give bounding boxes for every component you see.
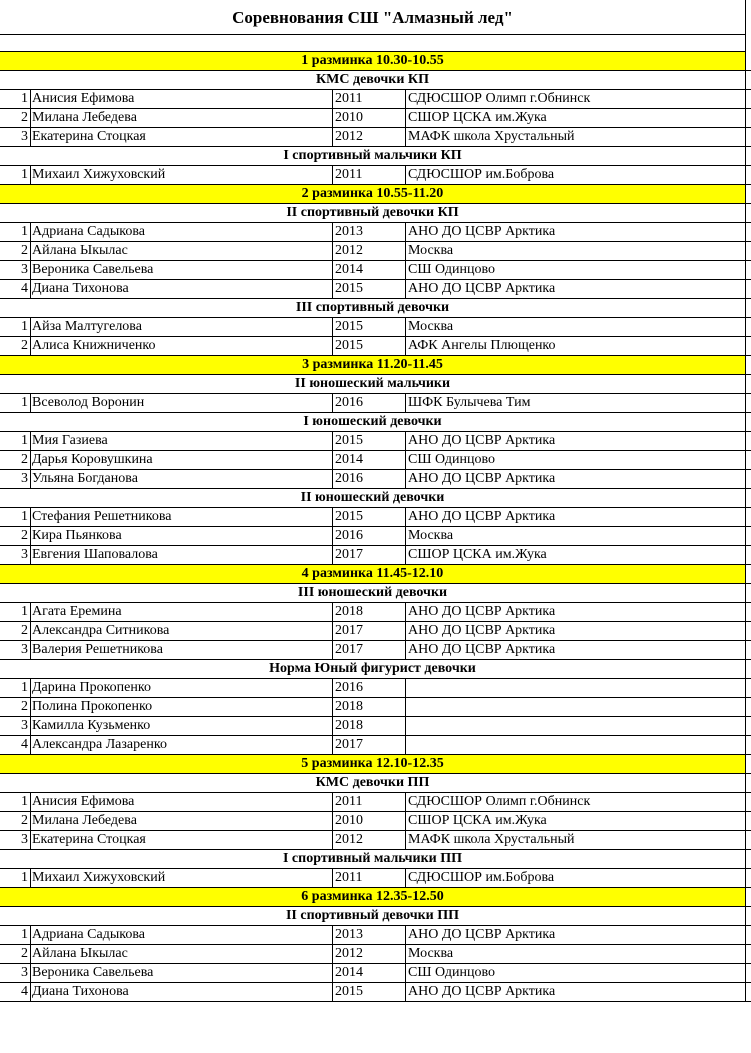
right-border-tick <box>746 1001 751 1002</box>
start-number-cell: 4 <box>0 736 31 754</box>
club-cell: АФК Ангелы Плющенко <box>408 338 556 353</box>
right-border-tick <box>746 355 751 356</box>
category-header-row: II юношеский девочки <box>0 489 745 508</box>
birth-year-cell: 2013 <box>333 223 406 241</box>
athlete-name-cell: Михаил Хижуховский <box>31 166 333 184</box>
right-border-tick <box>746 640 751 641</box>
birth-year-cell: 2015 <box>333 337 406 355</box>
start-number-cell: 4 <box>0 983 31 1001</box>
club-cell: СШОР ЦСКА им.Жука <box>408 813 547 828</box>
start-number-cell: 1 <box>0 603 31 621</box>
athlete-name-cell: Александра Лазаренко <box>31 736 333 754</box>
right-border-tick <box>746 146 751 147</box>
category-header-row: II спортивный девочки КП <box>0 204 745 223</box>
athlete-row <box>0 793 745 812</box>
athlete-name-cell: Михаил Хижуховский <box>31 869 333 887</box>
athlete-row <box>0 451 745 470</box>
club-cell <box>406 717 745 735</box>
start-number-cell: 2 <box>0 622 31 640</box>
start-number-cell: 1 <box>0 432 31 450</box>
athlete-name-cell: Агата Еремина <box>31 603 333 621</box>
right-border-tick <box>746 887 751 888</box>
right-border-tick <box>746 735 751 736</box>
athlete-name-cell: Всеволод Воронин <box>31 394 333 412</box>
athlete-name-cell: Диана Тихонова <box>31 280 333 298</box>
athlete-row <box>0 527 745 546</box>
athlete-row <box>0 394 745 413</box>
birth-year-cell: 2011 <box>333 90 406 108</box>
start-number-cell: 3 <box>0 128 31 146</box>
right-border-tick <box>746 716 751 717</box>
category-header-row: I спортивный мальчики ПП <box>0 850 745 869</box>
birth-year-cell: 2013 <box>333 926 406 944</box>
athlete-name-cell: Алиса Книжниченко <box>31 337 333 355</box>
athlete-row <box>0 926 745 945</box>
right-border-tick <box>746 754 751 755</box>
start-number-cell: 2 <box>0 698 31 716</box>
birth-year-cell: 2014 <box>333 261 406 279</box>
blank-spacer-row <box>0 35 745 52</box>
club-cell: СШ Одинцово <box>408 452 496 467</box>
right-border-tick <box>746 374 751 375</box>
athlete-row <box>0 812 745 831</box>
athlete-name-cell: Дарина Прокопенко <box>31 679 333 697</box>
athlete-name-cell: Камилла Кузьменко <box>31 717 333 735</box>
right-border-tick <box>746 241 751 242</box>
birth-year-cell: 2016 <box>333 679 406 697</box>
right-border-tick <box>746 868 751 869</box>
athlete-row <box>0 242 745 261</box>
start-number-cell: 2 <box>0 527 31 545</box>
right-border-tick <box>746 260 751 261</box>
birth-year-cell: 2012 <box>333 945 406 963</box>
athlete-name-cell: Вероника Савельева <box>31 964 333 982</box>
right-border-tick <box>746 792 751 793</box>
start-number-cell: 2 <box>0 337 31 355</box>
athlete-name-cell: Дарья Коровушкина <box>31 451 333 469</box>
athlete-row <box>0 546 745 565</box>
athlete-name-cell: Екатерина Стоцкая <box>31 831 333 849</box>
athlete-row <box>0 698 745 717</box>
athlete-name-cell: Вероника Савельева <box>31 261 333 279</box>
athlete-name-cell: Полина Прокопенко <box>31 698 333 716</box>
birth-year-cell: 2010 <box>333 109 406 127</box>
athlete-row <box>0 736 745 755</box>
club-cell: СШ Одинцово <box>408 965 496 980</box>
club-cell: АНО ДО ЦСВР Арктика <box>408 281 556 296</box>
start-number-cell: 3 <box>0 831 31 849</box>
right-border-tick <box>746 279 751 280</box>
start-number-cell: 1 <box>0 166 31 184</box>
athlete-row <box>0 90 745 109</box>
start-number-cell: 1 <box>0 394 31 412</box>
club-cell: АНО ДО ЦСВР Арктика <box>408 623 556 638</box>
club-cell <box>406 698 745 716</box>
athlete-row <box>0 622 745 641</box>
athlete-row <box>0 717 745 736</box>
right-border-tick <box>746 925 751 926</box>
club-cell: АНО ДО ЦСВР Арктика <box>408 604 556 619</box>
athlete-row <box>0 318 745 337</box>
category-header-row: III спортивный девочки <box>0 299 745 318</box>
right-border-tick <box>746 773 751 774</box>
club-cell: СДЮСШОР им.Боброва <box>408 167 555 182</box>
start-number-cell: 2 <box>0 109 31 127</box>
club-cell: Москва <box>408 946 454 961</box>
athlete-row <box>0 603 745 622</box>
right-border-tick <box>746 89 751 90</box>
athlete-name-cell: Милана Лебедева <box>31 812 333 830</box>
start-number-cell: 1 <box>0 869 31 887</box>
birth-year-cell: 2011 <box>333 869 406 887</box>
right-border-tick <box>746 298 751 299</box>
athlete-row <box>0 945 745 964</box>
right-border-tick <box>746 184 751 185</box>
athlete-row <box>0 261 745 280</box>
athlete-name-cell: Анисия Ефимова <box>31 793 333 811</box>
start-number-cell: 1 <box>0 318 31 336</box>
club-cell: МАФК школа Хрустальный <box>408 129 575 144</box>
category-header-row: КМС девочки ПП <box>0 774 745 793</box>
athlete-name-cell: Ульяна Богданова <box>31 470 333 488</box>
athlete-row <box>0 337 745 356</box>
right-border-tick <box>746 906 751 907</box>
start-number-cell: 1 <box>0 223 31 241</box>
start-number-cell: 3 <box>0 470 31 488</box>
athlete-name-cell: Мия Газиева <box>31 432 333 450</box>
right-border-tick <box>746 507 751 508</box>
start-number-cell: 1 <box>0 508 31 526</box>
club-cell: АНО ДО ЦСВР Арктика <box>408 984 556 999</box>
birth-year-cell: 2017 <box>333 622 406 640</box>
athlete-row <box>0 983 745 1002</box>
athlete-name-cell: Милана Лебедева <box>31 109 333 127</box>
right-border-tick <box>746 70 751 71</box>
birth-year-cell: 2015 <box>333 318 406 336</box>
right-border-tick <box>746 583 751 584</box>
athlete-name-cell: Айлана Ыкылас <box>31 242 333 260</box>
category-header-row: II спортивный девочки ПП <box>0 907 745 926</box>
club-cell: СДЮСШОР им.Боброва <box>408 870 555 885</box>
right-border-tick <box>746 393 751 394</box>
right-border-tick <box>746 526 751 527</box>
club-cell: Москва <box>408 243 454 258</box>
start-number-cell: 1 <box>0 926 31 944</box>
category-header-row: КМС девочки КП <box>0 71 745 90</box>
document-title: Соревнования СШ "Алмазный лед" <box>0 0 745 35</box>
birth-year-cell: 2018 <box>333 603 406 621</box>
sheet-right-border <box>745 0 751 1002</box>
athlete-row <box>0 109 745 128</box>
birth-year-cell: 2010 <box>333 812 406 830</box>
category-header-row: I спортивный мальчики КП <box>0 147 745 166</box>
athlete-row <box>0 432 745 451</box>
category-header-row: Норма Юный фигурист девочки <box>0 660 745 679</box>
athlete-name-cell: Айлана Ыкылас <box>31 945 333 963</box>
club-cell: СШ Одинцово <box>408 262 496 277</box>
athlete-name-cell: Валерия Решетникова <box>31 641 333 659</box>
start-number-cell: 3 <box>0 546 31 564</box>
birth-year-cell: 2017 <box>333 546 406 564</box>
start-number-cell: 2 <box>0 242 31 260</box>
start-number-cell: 1 <box>0 679 31 697</box>
right-border-tick <box>746 412 751 413</box>
start-number-cell: 3 <box>0 964 31 982</box>
athlete-name-cell: Евгения Шаповалова <box>31 546 333 564</box>
right-border-tick <box>746 108 751 109</box>
start-number-cell: 3 <box>0 261 31 279</box>
club-cell: МАФК школа Хрустальный <box>408 832 575 847</box>
warmup-header-row: 6 разминка 12.35-12.50 <box>0 888 745 907</box>
category-header-row: III юношеский девочки <box>0 584 745 603</box>
athlete-name-cell: Екатерина Стоцкая <box>31 128 333 146</box>
right-border-tick <box>746 564 751 565</box>
athlete-name-cell: Кира Пьянкова <box>31 527 333 545</box>
right-border-tick <box>746 222 751 223</box>
birth-year-cell: 2012 <box>333 242 406 260</box>
birth-year-cell: 2011 <box>333 793 406 811</box>
club-cell: СШОР ЦСКА им.Жука <box>408 110 547 125</box>
category-header-row: II юношеский мальчики <box>0 375 745 394</box>
start-number-cell: 3 <box>0 717 31 735</box>
right-border-tick <box>746 450 751 451</box>
right-border-tick <box>746 659 751 660</box>
club-cell: АНО ДО ЦСВР Арктика <box>408 433 556 448</box>
start-number-cell: 2 <box>0 945 31 963</box>
birth-year-cell: 2016 <box>333 394 406 412</box>
right-border-tick <box>746 621 751 622</box>
club-cell: АНО ДО ЦСВР Арктика <box>408 224 556 239</box>
athlete-name-cell: Александра Ситникова <box>31 622 333 640</box>
club-cell: СДЮСШОР Олимп г.Обнинск <box>408 91 591 106</box>
right-border-tick <box>746 982 751 983</box>
athlete-row <box>0 508 745 527</box>
right-border-tick <box>746 469 751 470</box>
right-border-tick <box>746 317 751 318</box>
right-border-tick <box>746 963 751 964</box>
athlete-row <box>0 641 745 660</box>
right-border-tick <box>746 336 751 337</box>
club-cell: ШФК Булычева Тим <box>408 395 531 410</box>
birth-year-cell: 2015 <box>333 280 406 298</box>
start-number-cell: 2 <box>0 451 31 469</box>
warmup-header-row: 3 разминка 11.20-11.45 <box>0 356 745 375</box>
birth-year-cell: 2018 <box>333 698 406 716</box>
athlete-row <box>0 869 745 888</box>
start-number-cell: 2 <box>0 812 31 830</box>
club-cell: СШОР ЦСКА им.Жука <box>408 547 547 562</box>
right-border-tick <box>746 602 751 603</box>
birth-year-cell: 2016 <box>333 527 406 545</box>
warmup-header-row: 1 разминка 10.30-10.55 <box>0 52 745 71</box>
warmup-header-row: 4 разминка 11.45-12.10 <box>0 565 745 584</box>
right-border-tick <box>746 830 751 831</box>
club-cell: АНО ДО ЦСВР Арктика <box>408 471 556 486</box>
birth-year-cell: 2012 <box>333 831 406 849</box>
birth-year-cell: 2015 <box>333 432 406 450</box>
club-cell: АНО ДО ЦСВР Арктика <box>408 509 556 524</box>
start-number-cell: 4 <box>0 280 31 298</box>
birth-year-cell: 2014 <box>333 964 406 982</box>
athlete-row <box>0 470 745 489</box>
club-cell: СДЮСШОР Олимп г.Обнинск <box>408 794 591 809</box>
right-border-tick <box>746 944 751 945</box>
category-header-row: I юношеский девочки <box>0 413 745 432</box>
club-cell <box>406 736 745 754</box>
right-border-tick <box>746 811 751 812</box>
right-border-tick <box>746 488 751 489</box>
right-border-tick <box>746 697 751 698</box>
athlete-row <box>0 831 745 850</box>
birth-year-cell: 2015 <box>333 508 406 526</box>
right-border-tick <box>746 165 751 166</box>
athlete-name-cell: Адриана Садыкова <box>31 926 333 944</box>
right-border-tick <box>746 431 751 432</box>
right-border-tick <box>746 127 751 128</box>
birth-year-cell: 2014 <box>333 451 406 469</box>
birth-year-cell: 2016 <box>333 470 406 488</box>
athlete-row <box>0 280 745 299</box>
birth-year-cell: 2015 <box>333 983 406 1001</box>
athlete-name-cell: Диана Тихонова <box>31 983 333 1001</box>
club-cell: АНО ДО ЦСВР Арктика <box>408 927 556 942</box>
athlete-name-cell: Адриана Садыкова <box>31 223 333 241</box>
athlete-name-cell: Анисия Ефимова <box>31 90 333 108</box>
club-cell <box>406 679 745 697</box>
start-number-cell: 1 <box>0 90 31 108</box>
warmup-header-row: 2 разминка 10.55-11.20 <box>0 185 745 204</box>
birth-year-cell: 2012 <box>333 128 406 146</box>
right-border-tick <box>746 545 751 546</box>
warmup-header-row: 5 разминка 12.10-12.35 <box>0 755 745 774</box>
start-number-cell: 3 <box>0 641 31 659</box>
athlete-row <box>0 166 745 185</box>
athlete-row <box>0 679 745 698</box>
birth-year-cell: 2011 <box>333 166 406 184</box>
birth-year-cell: 2018 <box>333 717 406 735</box>
right-border-tick <box>746 678 751 679</box>
athlete-row <box>0 223 745 242</box>
right-border-tick <box>746 203 751 204</box>
athlete-row <box>0 964 745 983</box>
start-number-cell: 1 <box>0 793 31 811</box>
right-border-tick <box>746 849 751 850</box>
birth-year-cell: 2017 <box>333 736 406 754</box>
athlete-name-cell: Айза Малтугелова <box>31 318 333 336</box>
club-cell: Москва <box>408 319 454 334</box>
club-cell: АНО ДО ЦСВР Арктика <box>408 642 556 657</box>
athlete-row <box>0 128 745 147</box>
birth-year-cell: 2017 <box>333 641 406 659</box>
athlete-name-cell: Стефания Решетникова <box>31 508 333 526</box>
club-cell: Москва <box>408 528 454 543</box>
